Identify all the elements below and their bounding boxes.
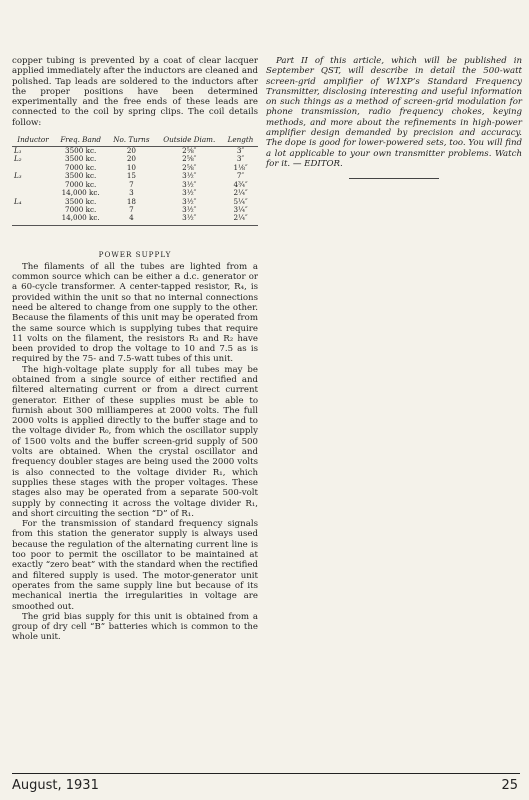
table-cell: 3½″ [155, 214, 223, 225]
table-cell: 2⅝″ [182, 146, 197, 156]
table-cell: 7000 kc. [65, 162, 97, 172]
column-header: Length [223, 136, 258, 147]
column-header: Freq. Band [54, 136, 108, 147]
table-cell: 3500 kc. [65, 146, 97, 156]
page-number: 25 [501, 778, 518, 793]
table-cell: 7000 kc. [65, 179, 97, 189]
column-header: Outside Diam. [155, 136, 223, 147]
table-header-row [12, 136, 258, 147]
table-cell: 14,000 kc. [54, 214, 108, 225]
page-footer [12, 773, 520, 793]
left-column [12, 56, 258, 643]
table-cell: 3 [129, 188, 134, 198]
table-cell: 7000 kc. [65, 204, 97, 214]
table-cell: 20 [126, 154, 136, 164]
table-cell: 3500 kc. [65, 171, 97, 181]
table-cell: L₃ [14, 171, 22, 181]
intro-paragraph: copper tubing is prevented by a coat of clear lacquer applied immediately after the inductors are cleaned and polished. Tap leads are soldered to the inductors after the proper positions have been determined experimentally and the free ends of these leads are connected to the coil by spring clips. The coil details follow: [12, 56, 258, 128]
table-cell [12, 181, 54, 189]
table-cell: 15 [126, 171, 136, 181]
table-cell [12, 206, 54, 214]
body-paragraph: The filaments of all the tubes are lighted from a common source which can be either a d.c. generator or a 60-cycle transformer. A center-tapped resistor, R₄, is provided within the unit so that no internal connections need be altered to change from one supply to the other. Because the filaments of this unit may be operated from the same source which is supplying tubes that require 11 volts on the filament, the resistors R₃ and R₂ have been provided to drop the voltage to 10 and 7.5 as is required by the 75- and 7.5-watt tubes of this unit. [12, 261, 258, 365]
table-cell: 1⅛″ [233, 162, 248, 172]
table-row [12, 181, 258, 189]
body-paragraph: The high-voltage plate supply for all tubes may be obtained from a single source of either rectified and filtered alternating current or from a direct current generator. Either of these supplies must be able to furnish about 300 milliamperes at 2000 volts. The full 2000 volts is applied directly to the buffer stage and to the voltage divider R₀, from which the oscillator supply of 1500 volts and the buffer screen-grid supply of 500 volts are obtained. When the crystal oscillator and frequency doubler stages are being used the 2000 volts is also connected to the voltage divider R₁, which supplies these stages with the proper voltages. These stages also may be operated from a separate 500-volt supply by connecting it across the voltage divider R₁, and short circuiting the section “D” of R₁. [12, 364, 258, 519]
table-cell: 3½″ [182, 196, 197, 206]
body-paragraph: For the transmission of standard frequency signals from this station the generator supply is always used because the regulation of the alternating current line is too poor to permit the oscillator to be maintained at exactly “zero beat” with the standard when the rectified and filtered supply is used. The motor-generator unit operates from the same supply line but because of its mechanical inertia the irregularities in voltage are smoothed out. [12, 519, 258, 612]
table-cell [12, 214, 54, 225]
table-cell: L₂ [14, 154, 22, 164]
table-cell: 2¼″ [233, 188, 248, 198]
table-cell: L₁ [14, 146, 22, 156]
table-cell: 3500 kc. [65, 154, 97, 164]
divider-rule [349, 178, 439, 179]
table-cell: 14,000 kc. [61, 188, 100, 198]
table-cell: 7 [129, 179, 134, 189]
table-cell: 10 [126, 162, 136, 172]
table-cell: 3½″ [182, 188, 197, 198]
table-cell: 3″ [236, 154, 245, 164]
column-header: Inductor [12, 136, 54, 147]
table-row [12, 206, 258, 214]
table-cell: 3½″ [182, 204, 197, 214]
table-cell: 4¾″ [233, 179, 248, 189]
editor-note [266, 56, 522, 179]
table-cell: 7 [129, 204, 134, 214]
column-header: No. Turns [107, 136, 155, 147]
table-cell: 5¼″ [233, 196, 248, 206]
table-cell: 2⅝″ [182, 162, 197, 172]
table-cell: L₄ [14, 196, 22, 206]
editor-note-text: Part II of this article, which will be published in September QST, will describe in detail the 500-watt screen-grid amplifier of W1XP’s Standard Frequency Transmitter, disclosing interesting and useful information on such things as a method of screen-grid modulation for phone transmission, radio frequency chokes, keying methods, and more about the refinements in high-power amplifier design demanded by precision and accuracy. The dope is good for lower-powered sets, too. You will find a lot applicable to your own transmitter problems. Watch for it. — EDITOR. [266, 56, 522, 169]
issue-date: August, 1931 [12, 778, 99, 793]
table-cell: 3500 kc. [65, 196, 97, 206]
table-cell: 20 [126, 146, 136, 156]
table-cell: 3″ [236, 146, 245, 156]
table-cell: 2¼″ [223, 214, 258, 225]
coil-details-table [12, 136, 258, 226]
table-row [12, 198, 258, 206]
table-cell: 3½″ [182, 179, 197, 189]
section-heading: POWER SUPPLY [98, 249, 172, 259]
table-row [12, 214, 258, 225]
table-cell: 18 [126, 196, 136, 206]
table-cell: 7″ [236, 171, 245, 181]
body-paragraph: The grid bias supply for this unit is obtained from a group of dry cell “B” batteries which is common to the whole unit. [12, 611, 258, 643]
table-cell: 4 [107, 214, 155, 225]
table-cell: 2⅝″ [182, 154, 197, 164]
table-row [12, 172, 258, 180]
table-cell: 3½″ [182, 171, 197, 181]
table-cell: 3¼″ [233, 204, 248, 214]
